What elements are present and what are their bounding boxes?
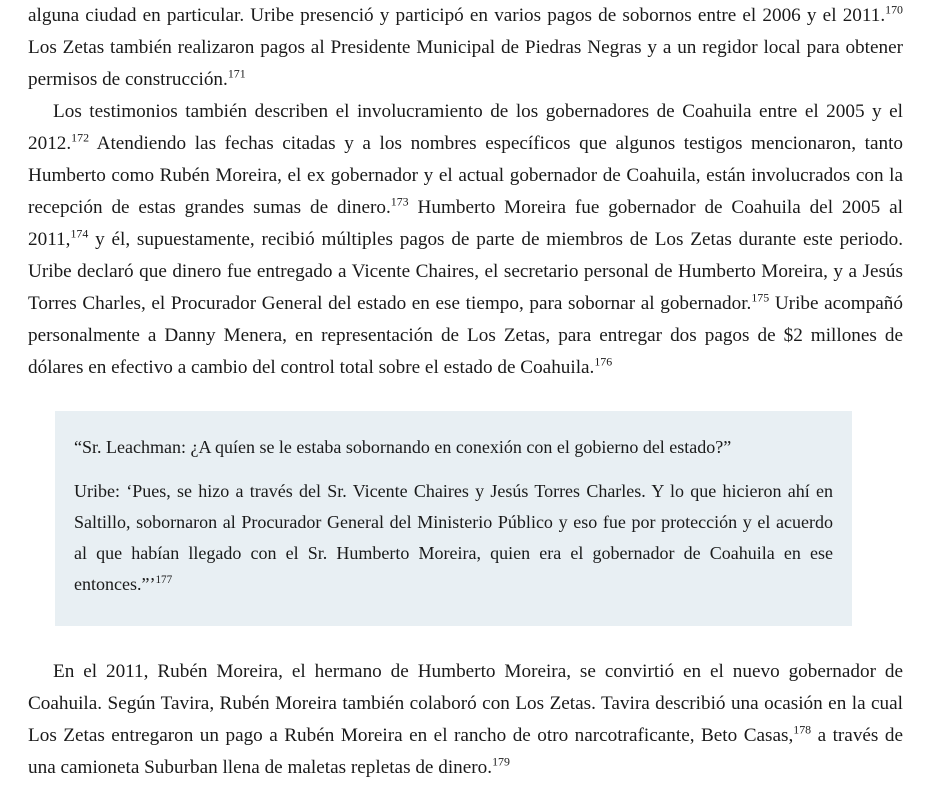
footnote-marker-179: 179: [492, 754, 510, 769]
blockquote-box: [55, 411, 852, 626]
footnote-marker-177: 177: [155, 574, 173, 586]
quote-line-question: “Sr. Leachman: ¿A quíen se le estaba sobornando en conexión con el gobierno del estado?”: [74, 437, 732, 457]
paragraph-1: alguna ciudad en particular. Uribe presenció y participó en varios pagos de sobornos entre el 2006 y el 2011.$^{170}$ Los Zetas también realizaron pagos al Presidente Municipal de Piedras Negras y a un regidor local para obtener permisos de construcción.$^{171}$: [28, 2, 903, 90]
footnote-marker-175: 175: [751, 290, 770, 305]
footnote-marker-171: 171: [227, 66, 246, 81]
paragraph-2: Los testimonios también describen el involucramiento de los gobernadores de Coahuila entre el 2005 y el 2012.$^{172}$ Atendiendo las fechas citadas y a los nombres específicos que algunos testigos mencionaron, tanto Humberto como Rubén Moreira, el ex gobernador y el actual gobernador de Coahuila, están involucrados con la recepción de estas grandes sumas de dinero.$^{173}$ Humberto Moreira fue gobernador de Coahuila del 2005 al 2011,$^{174}$ y él, supuestamente, recibió múltiples pagos de parte de miembros de Los Zetas durante este periodo. Uribe declaró que dinero fue entregado a Vicente Chaires, el secretario personal de Humberto Moreira, y a Jesús Torres Charles, el Procurador General del estado en ese tiempo, para sobornar al gobernador.$^{175}$ Uribe acompañó personalmente a Danny Menera, en representación de Los Zetas, para entregar dos pagos de $2 millones de dólares en efectivo a cambio del control total sobre el estado de Coahuila.$^{176}$: [28, 101, 903, 378]
paragraph-3: En el 2011, Rubén Moreira, el hermano de Humberto Moreira, se convirtió en el nuevo gobernador de Coahuila. Según Tavira, Rubén Moreira también colaboró con Los Zetas. Tavira describió una ocasión en la cual Los Zetas entregaron un pago a Rubén Moreira en el rancho de otro narcotraficante, Beto Casas,$^{178}$ a través de una camioneta Suburban llena de maletas repletas de dinero.$^{179}$: [28, 661, 903, 778]
quote-line-answer: Uribe: ‘Pues, se hizo a través del Sr. Vicente Chaires y Jesús Torres Charles. Y lo que hicieron ahí en Saltillo, sobornaron al Procurador General del Ministerio Público y eso fue por protección y el acuerdo al que habían llegado con el Sr. Humberto Moreira, quien era el gobernador de Coahuila en ese entonces.”’$^{177}$: [74, 481, 833, 594]
footnote-marker-170: 170: [885, 2, 903, 17]
footnote-marker-172: 172: [71, 130, 90, 145]
footnote-marker-178: 178: [793, 722, 812, 737]
footnote-marker-173: 173: [390, 194, 409, 209]
spacer-before-quote: [28, 384, 903, 411]
text-column: [28, 0, 903, 784]
footnote-marker-174: 174: [70, 226, 89, 241]
spacer-after-quote: [28, 626, 903, 656]
footnote-marker-176: 176: [594, 354, 613, 369]
